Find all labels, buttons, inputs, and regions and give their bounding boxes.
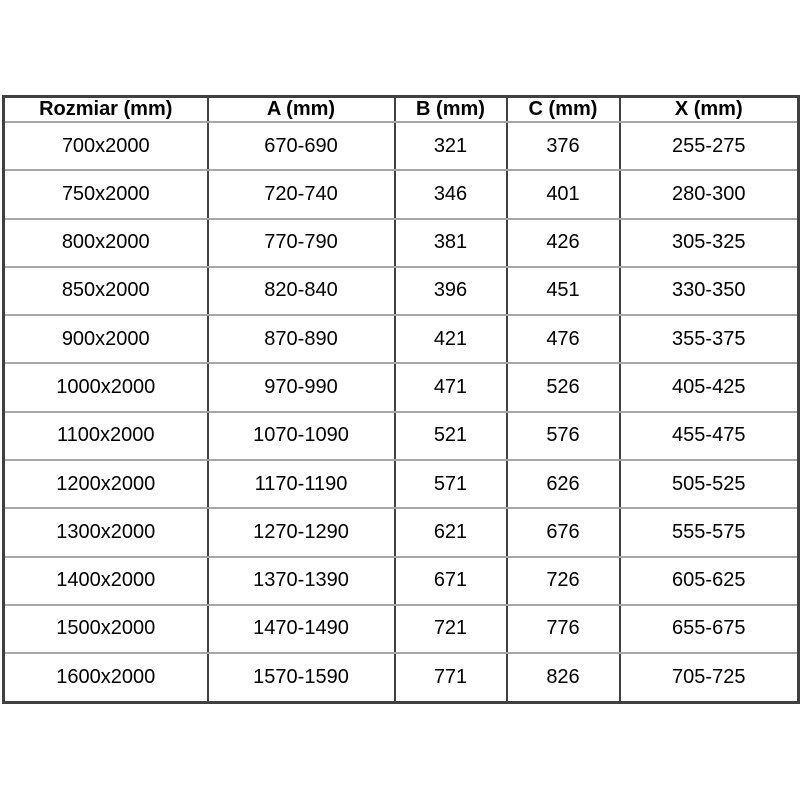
cell-c: 576 bbox=[507, 412, 620, 460]
cell-x: 355-375 bbox=[620, 315, 799, 363]
table-row bbox=[4, 219, 799, 267]
table-row bbox=[4, 122, 799, 170]
cell-c: 451 bbox=[507, 267, 620, 315]
cell-size: 850x2000 bbox=[4, 267, 208, 315]
cell-a: 770-790 bbox=[208, 219, 395, 267]
cell-c: 401 bbox=[507, 170, 620, 218]
cell-size: 1500x2000 bbox=[4, 605, 208, 653]
cell-a: 1470-1490 bbox=[208, 605, 395, 653]
cell-a: 820-840 bbox=[208, 267, 395, 315]
cell-c: 526 bbox=[507, 363, 620, 411]
cell-size: 1000x2000 bbox=[4, 363, 208, 411]
table-row bbox=[4, 363, 799, 411]
cell-b: 421 bbox=[395, 315, 507, 363]
table-row bbox=[4, 412, 799, 460]
table-row bbox=[4, 605, 799, 653]
column-header-b: B (mm) bbox=[395, 97, 507, 123]
cell-c: 676 bbox=[507, 508, 620, 556]
cell-c: 726 bbox=[507, 557, 620, 605]
table-row bbox=[4, 315, 799, 363]
cell-a: 670-690 bbox=[208, 122, 395, 170]
cell-a: 720-740 bbox=[208, 170, 395, 218]
cell-c: 826 bbox=[507, 653, 620, 702]
dimensions-table bbox=[2, 95, 800, 704]
cell-x: 330-350 bbox=[620, 267, 799, 315]
cell-b: 381 bbox=[395, 219, 507, 267]
cell-size: 700x2000 bbox=[4, 122, 208, 170]
cell-size: 750x2000 bbox=[4, 170, 208, 218]
cell-size: 1400x2000 bbox=[4, 557, 208, 605]
cell-c: 476 bbox=[507, 315, 620, 363]
cell-x: 255-275 bbox=[620, 122, 799, 170]
cell-c: 626 bbox=[507, 460, 620, 508]
cell-size: 1600x2000 bbox=[4, 653, 208, 702]
cell-x: 655-675 bbox=[620, 605, 799, 653]
column-header-a: A (mm) bbox=[208, 97, 395, 123]
column-header-x: X (mm) bbox=[620, 97, 799, 123]
cell-size: 1100x2000 bbox=[4, 412, 208, 460]
column-header-c: C (mm) bbox=[507, 97, 620, 123]
cell-x: 605-625 bbox=[620, 557, 799, 605]
cell-b: 321 bbox=[395, 122, 507, 170]
cell-b: 671 bbox=[395, 557, 507, 605]
cell-x: 305-325 bbox=[620, 219, 799, 267]
table-row bbox=[4, 460, 799, 508]
table-row bbox=[4, 508, 799, 556]
cell-b: 571 bbox=[395, 460, 507, 508]
cell-a: 1270-1290 bbox=[208, 508, 395, 556]
table-row bbox=[4, 557, 799, 605]
cell-c: 376 bbox=[507, 122, 620, 170]
cell-b: 521 bbox=[395, 412, 507, 460]
cell-b: 621 bbox=[395, 508, 507, 556]
cell-x: 405-425 bbox=[620, 363, 799, 411]
cell-size: 900x2000 bbox=[4, 315, 208, 363]
cell-a: 1070-1090 bbox=[208, 412, 395, 460]
cell-b: 471 bbox=[395, 363, 507, 411]
cell-c: 776 bbox=[507, 605, 620, 653]
cell-a: 870-890 bbox=[208, 315, 395, 363]
cell-x: 455-475 bbox=[620, 412, 799, 460]
cell-a: 1170-1190 bbox=[208, 460, 395, 508]
cell-c: 426 bbox=[507, 219, 620, 267]
table-row bbox=[4, 653, 799, 702]
cell-size: 1200x2000 bbox=[4, 460, 208, 508]
cell-x: 280-300 bbox=[620, 170, 799, 218]
cell-b: 721 bbox=[395, 605, 507, 653]
cell-size: 800x2000 bbox=[4, 219, 208, 267]
cell-a: 1570-1590 bbox=[208, 653, 395, 702]
table-row bbox=[4, 267, 799, 315]
table-row bbox=[4, 170, 799, 218]
cell-x: 555-575 bbox=[620, 508, 799, 556]
cell-b: 396 bbox=[395, 267, 507, 315]
cell-size: 1300x2000 bbox=[4, 508, 208, 556]
table-header-row bbox=[4, 97, 799, 123]
cell-a: 970-990 bbox=[208, 363, 395, 411]
cell-a: 1370-1390 bbox=[208, 557, 395, 605]
cell-x: 505-525 bbox=[620, 460, 799, 508]
cell-b: 771 bbox=[395, 653, 507, 702]
column-header-rozmiar: Rozmiar (mm) bbox=[4, 97, 208, 123]
cell-x: 705-725 bbox=[620, 653, 799, 702]
cell-b: 346 bbox=[395, 170, 507, 218]
